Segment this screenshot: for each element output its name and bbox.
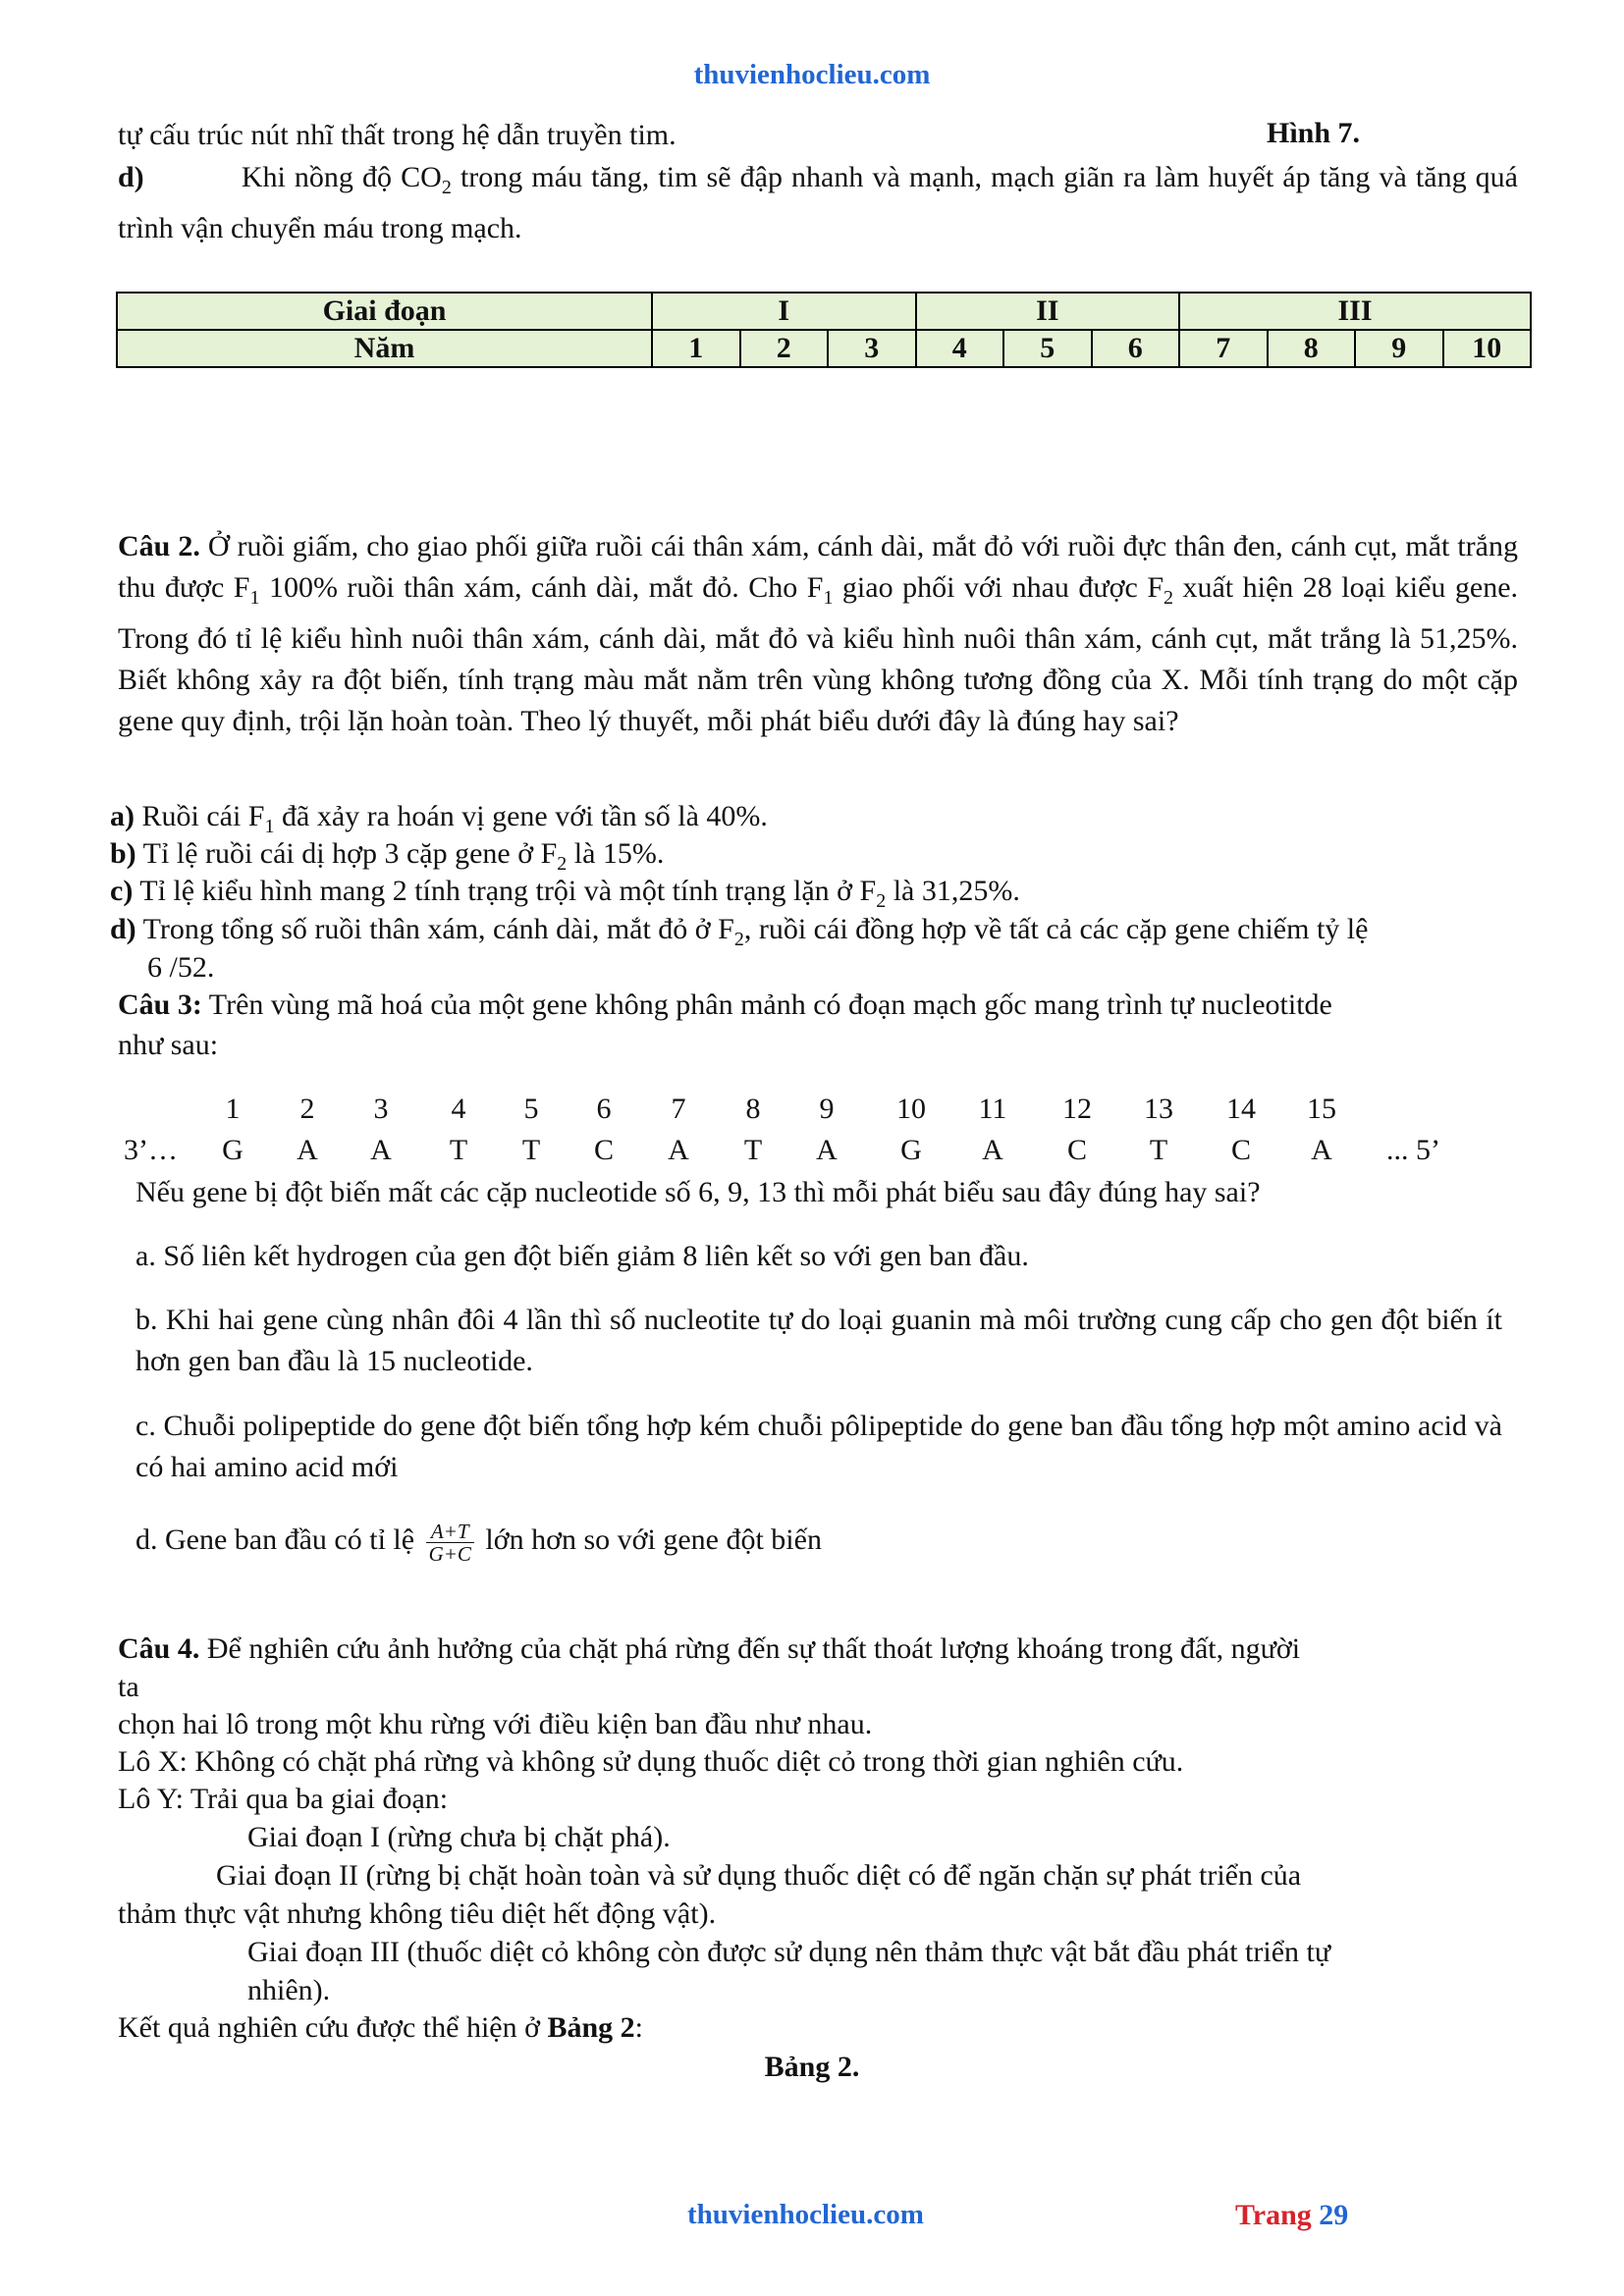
q4-lot-x: Lô X: Không có chặt phá rừng và không sử dụng thuốc diệt cỏ trong thời gian nghiên cứu. [118, 1745, 1184, 1778]
statement-d-label: d) [118, 161, 144, 193]
question-3-prompt: Nếu gene bị đột biến mất các cặp nucleotide số 6, 9, 13 thì mỗi phát biểu sau đây đúng hay sai? [135, 1176, 1261, 1208]
fraction-denominator: G+C [428, 1541, 471, 1566]
base: C [593, 1134, 614, 1166]
page-num: 29 [1319, 2199, 1349, 2231]
option-label: b) [110, 837, 136, 870]
option-text: , ruồi cái đồng hợp về tất cả các cặp gene chiếm tỷ lệ [743, 913, 1369, 945]
year-cell: 10 [1443, 330, 1532, 367]
q2-option-d [110, 910, 1368, 959]
year-cell: 7 [1179, 330, 1268, 367]
position-number: 12 [1062, 1093, 1092, 1125]
option-text: Tỉ lệ ruồi cái dị hợp 3 cặp gene ở F [135, 837, 558, 870]
sequence-end: ... 5’ [1386, 1134, 1440, 1166]
q4-result-line [118, 2008, 643, 2048]
year-row [117, 330, 1531, 367]
year-cell: 3 [828, 330, 916, 367]
stage-cell: II [916, 293, 1180, 330]
q4-text: Để nghiên cứu ảnh hưởng của chặt phá rừng đến sự thất thoát lượng khoáng trong đất, người [199, 1632, 1301, 1665]
year-cell: 8 [1268, 330, 1356, 367]
base: T [449, 1134, 468, 1166]
base: G [222, 1134, 244, 1166]
q2-option-d-tail: 6 /52. [147, 951, 215, 984]
option-text: Tỉ lệ kiểu hình mang 2 tính trạng trội và một tính trạng lặn ở F [133, 875, 877, 907]
year-header: Năm [117, 330, 652, 367]
q4-stage-3-cont: nhiên). [247, 1974, 331, 2006]
year-cell: 4 [916, 330, 1004, 367]
option-text: Ruồi cái F [135, 800, 265, 832]
base: T [1149, 1134, 1168, 1166]
q3-option-a: a. Số liên kết hydrogen của gen đột biến giảm 8 liên kết so với gen ban đầu. [135, 1240, 1029, 1272]
statement-d-post: trong máu tăng, tim sẽ đập nhanh và mạnh, mạch giãn ra làm huyết áp tăng và tăng quá trình vận chuyển máu trong mạch. [118, 161, 1518, 244]
stage-table [116, 292, 1532, 368]
question-4-stem [118, 1629, 1300, 1669]
option-sub: 2 [876, 890, 887, 912]
position-number: 13 [1144, 1093, 1173, 1125]
position-number: 6 [596, 1093, 612, 1125]
q2-text: Ở ruồi giấm, cho giao phối giữa ruồi cái thân xám, cánh dài, mắt đỏ với ruồi đực thân đen, cánh cụt, mắt trắng thu được F [118, 530, 1518, 604]
statement-d-pre: Khi nồng độ CO [241, 161, 442, 193]
q3-option-c: c. Chuỗi polipeptide do gene đột biến tổng hợp kém chuỗi pôlipeptide do gene ban đầu tổng hợp một amino acid và có hai amino acid mới [135, 1410, 1502, 1483]
page-label: Trang [1235, 2199, 1320, 2231]
q2-sub: 1 [249, 587, 260, 609]
statement-d [118, 157, 1518, 249]
position-number: 15 [1307, 1093, 1336, 1125]
q4-stage-2-cont: thảm thực vật nhưng không tiêu diệt hết động vật). [118, 1897, 717, 1930]
position-number: 1 [225, 1093, 241, 1125]
q4-result-pre: Kết quả nghiên cứu được thể hiện ở [118, 2011, 548, 2044]
footer-site: thuvienhoclieu.com [687, 2199, 924, 2230]
base: A [982, 1134, 1003, 1166]
statement-d-sub: 2 [441, 177, 452, 198]
base: A [297, 1134, 318, 1166]
option-text: là 15%. [567, 837, 665, 870]
position-number: 5 [523, 1093, 539, 1125]
option-sub: 2 [733, 929, 744, 950]
option-label: c) [110, 875, 134, 907]
question-2-stem [118, 526, 1518, 742]
question-2-label: Câu 2. [118, 530, 200, 562]
year-cell: 6 [1092, 330, 1180, 367]
option-sub: 1 [264, 816, 275, 837]
base: C [1230, 1134, 1251, 1166]
q4-stage-3: Giai đoạn III (thuốc diệt cỏ không còn được sử dụng nên thảm thực vật bắt đầu phát triển tự [247, 1936, 1331, 1968]
position-number: 11 [978, 1093, 1007, 1125]
text-line-nut-nhi-that: tự cấu trúc nút nhĩ thất trong hệ dẫn truyền tim. [118, 119, 677, 151]
q3-option-d-post: lớn hơn so với gene đột biến [485, 1523, 822, 1556]
question-3-intro-2: như sau: [118, 1029, 219, 1061]
base: A [816, 1134, 838, 1166]
q3-option-d [135, 1516, 822, 1565]
year-cell: 5 [1003, 330, 1092, 367]
position-number: 14 [1226, 1093, 1256, 1125]
question-3-intro [118, 986, 1332, 1025]
base: A [1311, 1134, 1332, 1166]
figure-label: Hình 7. [1267, 117, 1361, 149]
q4-result-table-ref: Bảng 2 [547, 2011, 635, 2044]
stage-row [117, 293, 1531, 330]
q4-result-post: : [634, 2011, 644, 2044]
question-4-label: Câu 4. [118, 1632, 200, 1665]
q4-line-2: ta [118, 1671, 139, 1703]
option-text: đã xảy ra hoán vị gene với tần số là 40%. [274, 800, 768, 832]
q4-line-3: chọn hai lô trong một khu rừng với điều kiện ban đầu như nhau. [118, 1708, 873, 1740]
q2-text: 100% ruồi thân xám, cánh dài, mắt đỏ. Cho F [259, 571, 824, 604]
table-caption: Bảng 2. [764, 2051, 860, 2083]
q4-stage-2: Giai đoạn II (rừng bị chặt hoàn toàn và sử dụng thuốc diệt có để ngăn chặn sự phát triển của [216, 1859, 1302, 1892]
header-site: thuvienhoclieu.com [693, 59, 931, 90]
q2-text: xuất hiện 28 loại kiểu gene. Trong đó tỉ lệ kiểu hình nuôi thân xám, cánh dài, mắt đỏ và kiểu hình nuôi thân xám, cánh cụt, mắt trắng là 51,25%. Biết không xảy ra đột biến, tính trạng màu mắt nằm trên vùng không tương đồng của X. Mỗi tính trạng do một cặp gene quy định, trội lặn hoàn toàn. Theo lý thuyết, mỗi phát biểu dưới đây là đúng hay sai? [118, 571, 1519, 737]
year-cell: 9 [1355, 330, 1443, 367]
base: G [900, 1134, 922, 1166]
option-label: d) [110, 913, 136, 945]
base: C [1066, 1134, 1087, 1166]
position-number: 4 [451, 1093, 466, 1125]
ratio-fraction [426, 1521, 474, 1565]
base: A [668, 1134, 689, 1166]
base: T [743, 1134, 763, 1166]
position-number: 3 [373, 1093, 389, 1125]
sequence-start: 3’… [124, 1134, 178, 1166]
q3-option-d-pre: d. Gene ban đầu có tỉ lệ [135, 1523, 415, 1556]
option-label: a) [110, 800, 135, 832]
base: T [521, 1134, 541, 1166]
question-3-label: Câu 3: [118, 988, 202, 1021]
stage-cell: I [652, 293, 916, 330]
year-cell: 1 [652, 330, 740, 367]
option-text: là 31,25%. [886, 875, 1020, 907]
option-text: Trong tổng số ruồi thân xám, cánh dài, mắt đỏ ở F [135, 913, 734, 945]
q4-stage-1: Giai đoạn I (rừng chưa bị chặt phá). [247, 1821, 671, 1853]
q3-intro-text: Trên vùng mã hoá của một gene không phân mảnh có đoạn mạch gốc mang trình tự nucleotitde [201, 988, 1332, 1021]
position-number: 7 [671, 1093, 686, 1125]
base: A [370, 1134, 392, 1166]
position-number: 10 [896, 1093, 926, 1125]
q4-lot-y: Lô Y: Trải qua ba giai đoạn: [118, 1783, 449, 1815]
stage-cell: III [1179, 293, 1531, 330]
stage-header: Giai đoạn [117, 293, 652, 330]
position-number: 2 [299, 1093, 315, 1125]
option-sub: 2 [557, 853, 568, 875]
page-number [1235, 2199, 1348, 2232]
position-number: 8 [745, 1093, 761, 1125]
position-number: 9 [819, 1093, 835, 1125]
q3-option-b: b. Khi hai gene cùng nhân đôi 4 lần thì số nucleotite tự do loại guanin mà môi trường cung cấp cho gen đột biến ít hơn gen ban đầu là 15 nucleotide. [135, 1304, 1502, 1377]
year-cell: 2 [740, 330, 829, 367]
q2-text: giao phối với nhau được F [833, 571, 1164, 604]
q2-sub: 2 [1164, 587, 1173, 609]
fraction-numerator: A+T [426, 1521, 474, 1543]
q2-sub: 1 [823, 587, 834, 609]
